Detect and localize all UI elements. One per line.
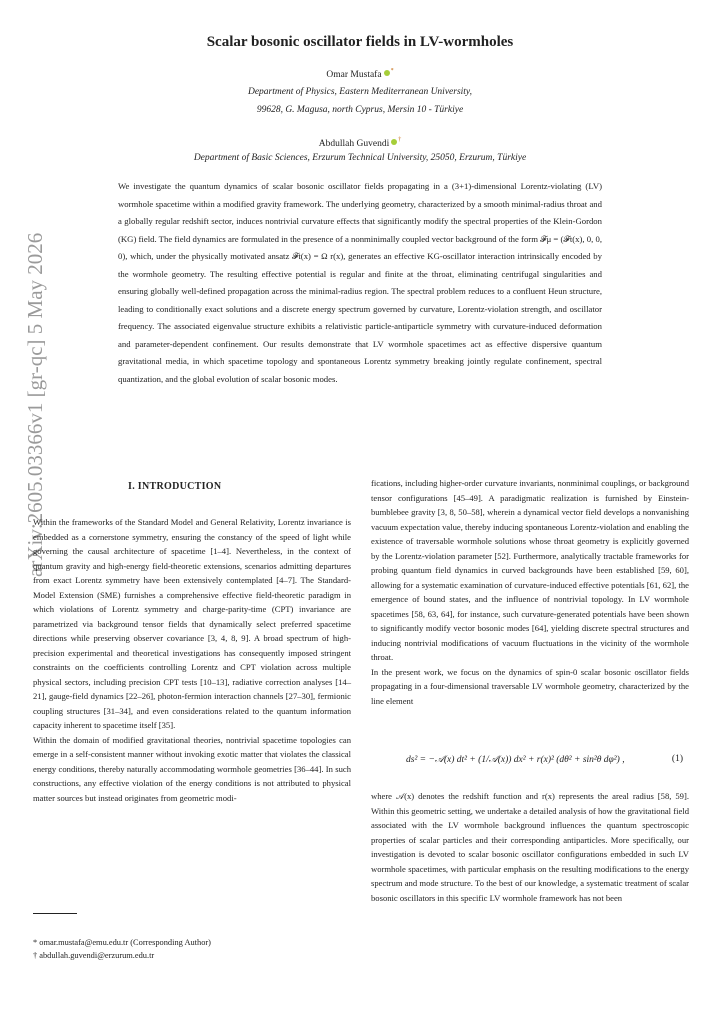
paragraph: In the present work, we focus on the dynamics of spin-0 scalar bosonic oscillator fields propagating in a four-dimensional traversable LV wormhole geometry, characterized by the line element	[371, 666, 689, 706]
left-column	[33, 515, 351, 805]
author-1-mark: *	[390, 68, 394, 74]
section-heading: I. INTRODUCTION	[128, 481, 222, 492]
orcid-icon[interactable]	[391, 139, 397, 145]
footnotes	[33, 936, 351, 962]
footnote-2: † abdullah.guvendi@erzurum.edu.tr	[33, 951, 155, 960]
footnote-rule	[33, 913, 77, 914]
equation-expression: ds² = −𝒜(x) dt² + (1/𝒜(x)) dx² + r(x)² (dθ² + sin²θ dφ²) ,	[406, 755, 625, 765]
abstract: We investigate the quantum dynamics of scalar bosonic oscillator fields propagating in a (3+1)-dimensional Lorentz-violating (LV) wormhole spacetime within a modified gravity framework. The underlying geometry, characterized by a smooth minimal-radius throat and a globally regular redshift sector, induces nontrivial curvature effects that significantly modify the spectral properties of the Klein-Gordon (KG) field. The field dynamics are formulated in the presence of a nonminimally coupled vector background of the form 𝓕μ = (𝓕t(x), 0, 0, 0), which, under the physically motivated ansatz 𝓕t(x) = Ω r(x), generates an effective KG-oscillator interaction intrinsically encoded by the wormhole geometry. The resulting effective potential is regular and finite at the throat, eliminating centrifugal singularities and ensuring globally well-defined propagation across the minimal-radius region. The spectral problem reduces to a confluent Heun structure, leading to conditionally exact solutions and a discrete energy spectrum governed by curvature, Lorentz-violation strength, and oscillator frequency. The associated eigenvalue structure exhibits a relativistic particle-antiparticle symmetry with curvature-induced deformation and parameter-dependent confinement. Our results demonstrate that LV wormhole spacetimes act as effective dispersive quantum gravitational media, in which spacetime topology and spontaneous Lorentz symmetry breaking jointly regulate confinement, spectral quantization, and the global evolution of scalar bosonic modes.	[118, 181, 602, 384]
author-2-mark: †	[398, 137, 402, 143]
author-1-affiliation-line-2: 99628, G. Magusa, north Cyprus, Mersin 10 - Türkiye	[256, 105, 464, 115]
arxiv-stamp: arXiv:2605.03366v1 [gr-qc] 5 May 2026	[23, 232, 47, 577]
author-2-affiliation: Department of Basic Sciences, Erzurum Technical University, 25050, Erzurum, Türkiye	[193, 153, 527, 163]
author-1	[0, 68, 720, 80]
paragraph: fications, including higher-order curvature invariants, nonminimal couplings, or background tensor configurations [45–49]. A paradigmatic realization is furnished by Einstein-bumblebee gravity [3, 8, 50–58], wherein a dynamical vector field develops a nonvanishing vacuum expectation value, thereby inducing spontaneous Lorentz-violation and enabling the existence of traversable wormhole solutions whose throat geometry is explicitly governed by the Lorentz-violation parameter [52]. Furthermore, analytically tractable frameworks for probing quantum field dynamics in curved backgrounds have been established [59, 60], allowing for a systematic examination of curvature-induced effective potentials [61, 62], the emergence of bound states, and the influence of nontrivial topology. In LV wormhole spacetimes [58, 63, 64], for instance, such curvature-generated potentials have been shown to significantly modify vector bosonic modes [64], yielding discrete spectral structures and inducing nontrivial modifications of vacuum fluctuations in the vicinity of the wormhole throat.	[371, 478, 689, 662]
paper-title: Scalar bosonic oscillator fields in LV-wormholes	[206, 34, 514, 50]
author-2	[0, 137, 720, 149]
paragraph: where 𝒜(x) denotes the redshift function and r(x) represents the areal radius [58, 59]. Within this geometric setting, we undertake a detailed analysis of how the gravitational field associated with the LV wormhole background influences the quantum spectroscopic properties of scalar particles and their corresponding antiparticles. More specifically, our investigation is devoted to scalar bosonic oscillator configurations embedded in such LV wormhole spacetimes, with particular emphasis on the resulting modifications to the energy spectrum and mode structure. To the best of our knowledge, a systematic treatment of scalar bosonic oscillators in this specific LV wormhole framework has not been	[371, 791, 689, 903]
right-column-top	[371, 476, 689, 708]
equation-1	[371, 748, 689, 778]
author-1-name: Omar Mustafa	[326, 70, 382, 80]
author-1-affiliation-line-1: Department of Physics, Eastern Mediterranean University,	[247, 87, 472, 97]
author-2-name: Abdullah Guvendi	[318, 139, 390, 149]
paragraph: Within the domain of modified gravitational theories, nontrivial spacetime topologies can emerge in a self-consistent manner without invoking exotic matter that violates the classical energy conditions, thereby naturally accommodating wormhole geometries [36–44]. In such constructions, any effective violation of the energy conditions is not attributed to physical matter sources but instead originates from geometric modi-	[33, 734, 351, 803]
orcid-icon[interactable]	[384, 70, 390, 76]
equation-number: (1)	[671, 754, 683, 764]
footnote-1: * omar.mustafa@emu.edu.tr (Corresponding Author)	[33, 938, 211, 947]
right-column-bottom	[371, 789, 689, 905]
paragraph: Within the frameworks of the Standard Model and General Relativity, Lorentz invariance is embedded as a cornerstone symmetry, ensuring the constancy of the speed of light while governing the causal architecture of spacetime [1–4]. Nevertheless, in the context of quantum gravity and high-energy field-theoretic extensions, scenarios admitting departures from exact Lorentz symmetry have been extensively contemplated [4–7]. The Standard-Model Extension (SME) furnishes a comprehensive effective field-theoretic paradigm in which violations of Lorentz symmetry and charge-parity-time (CPT) invariance are parametrized via background tensor fields that dynamically select preferred spacetime directions while preserving observer covariance [3, 4, 8, 9]. A broad spectrum of high-precision experimental and theoretical investigations has consequently imposed stringent constraints on the coefficients controlling Lorentz and CPT violation across multiple physical sectors, including precision CPT tests [10–13], radiative correction analyses [14–21], gauge-field dynamics [22–26], photon-fermion interaction channels [27–30], fermionic coupling structures [31–34], and even considerations related to the quantum information capacity inherent to spacetime itself [35].	[33, 517, 351, 730]
